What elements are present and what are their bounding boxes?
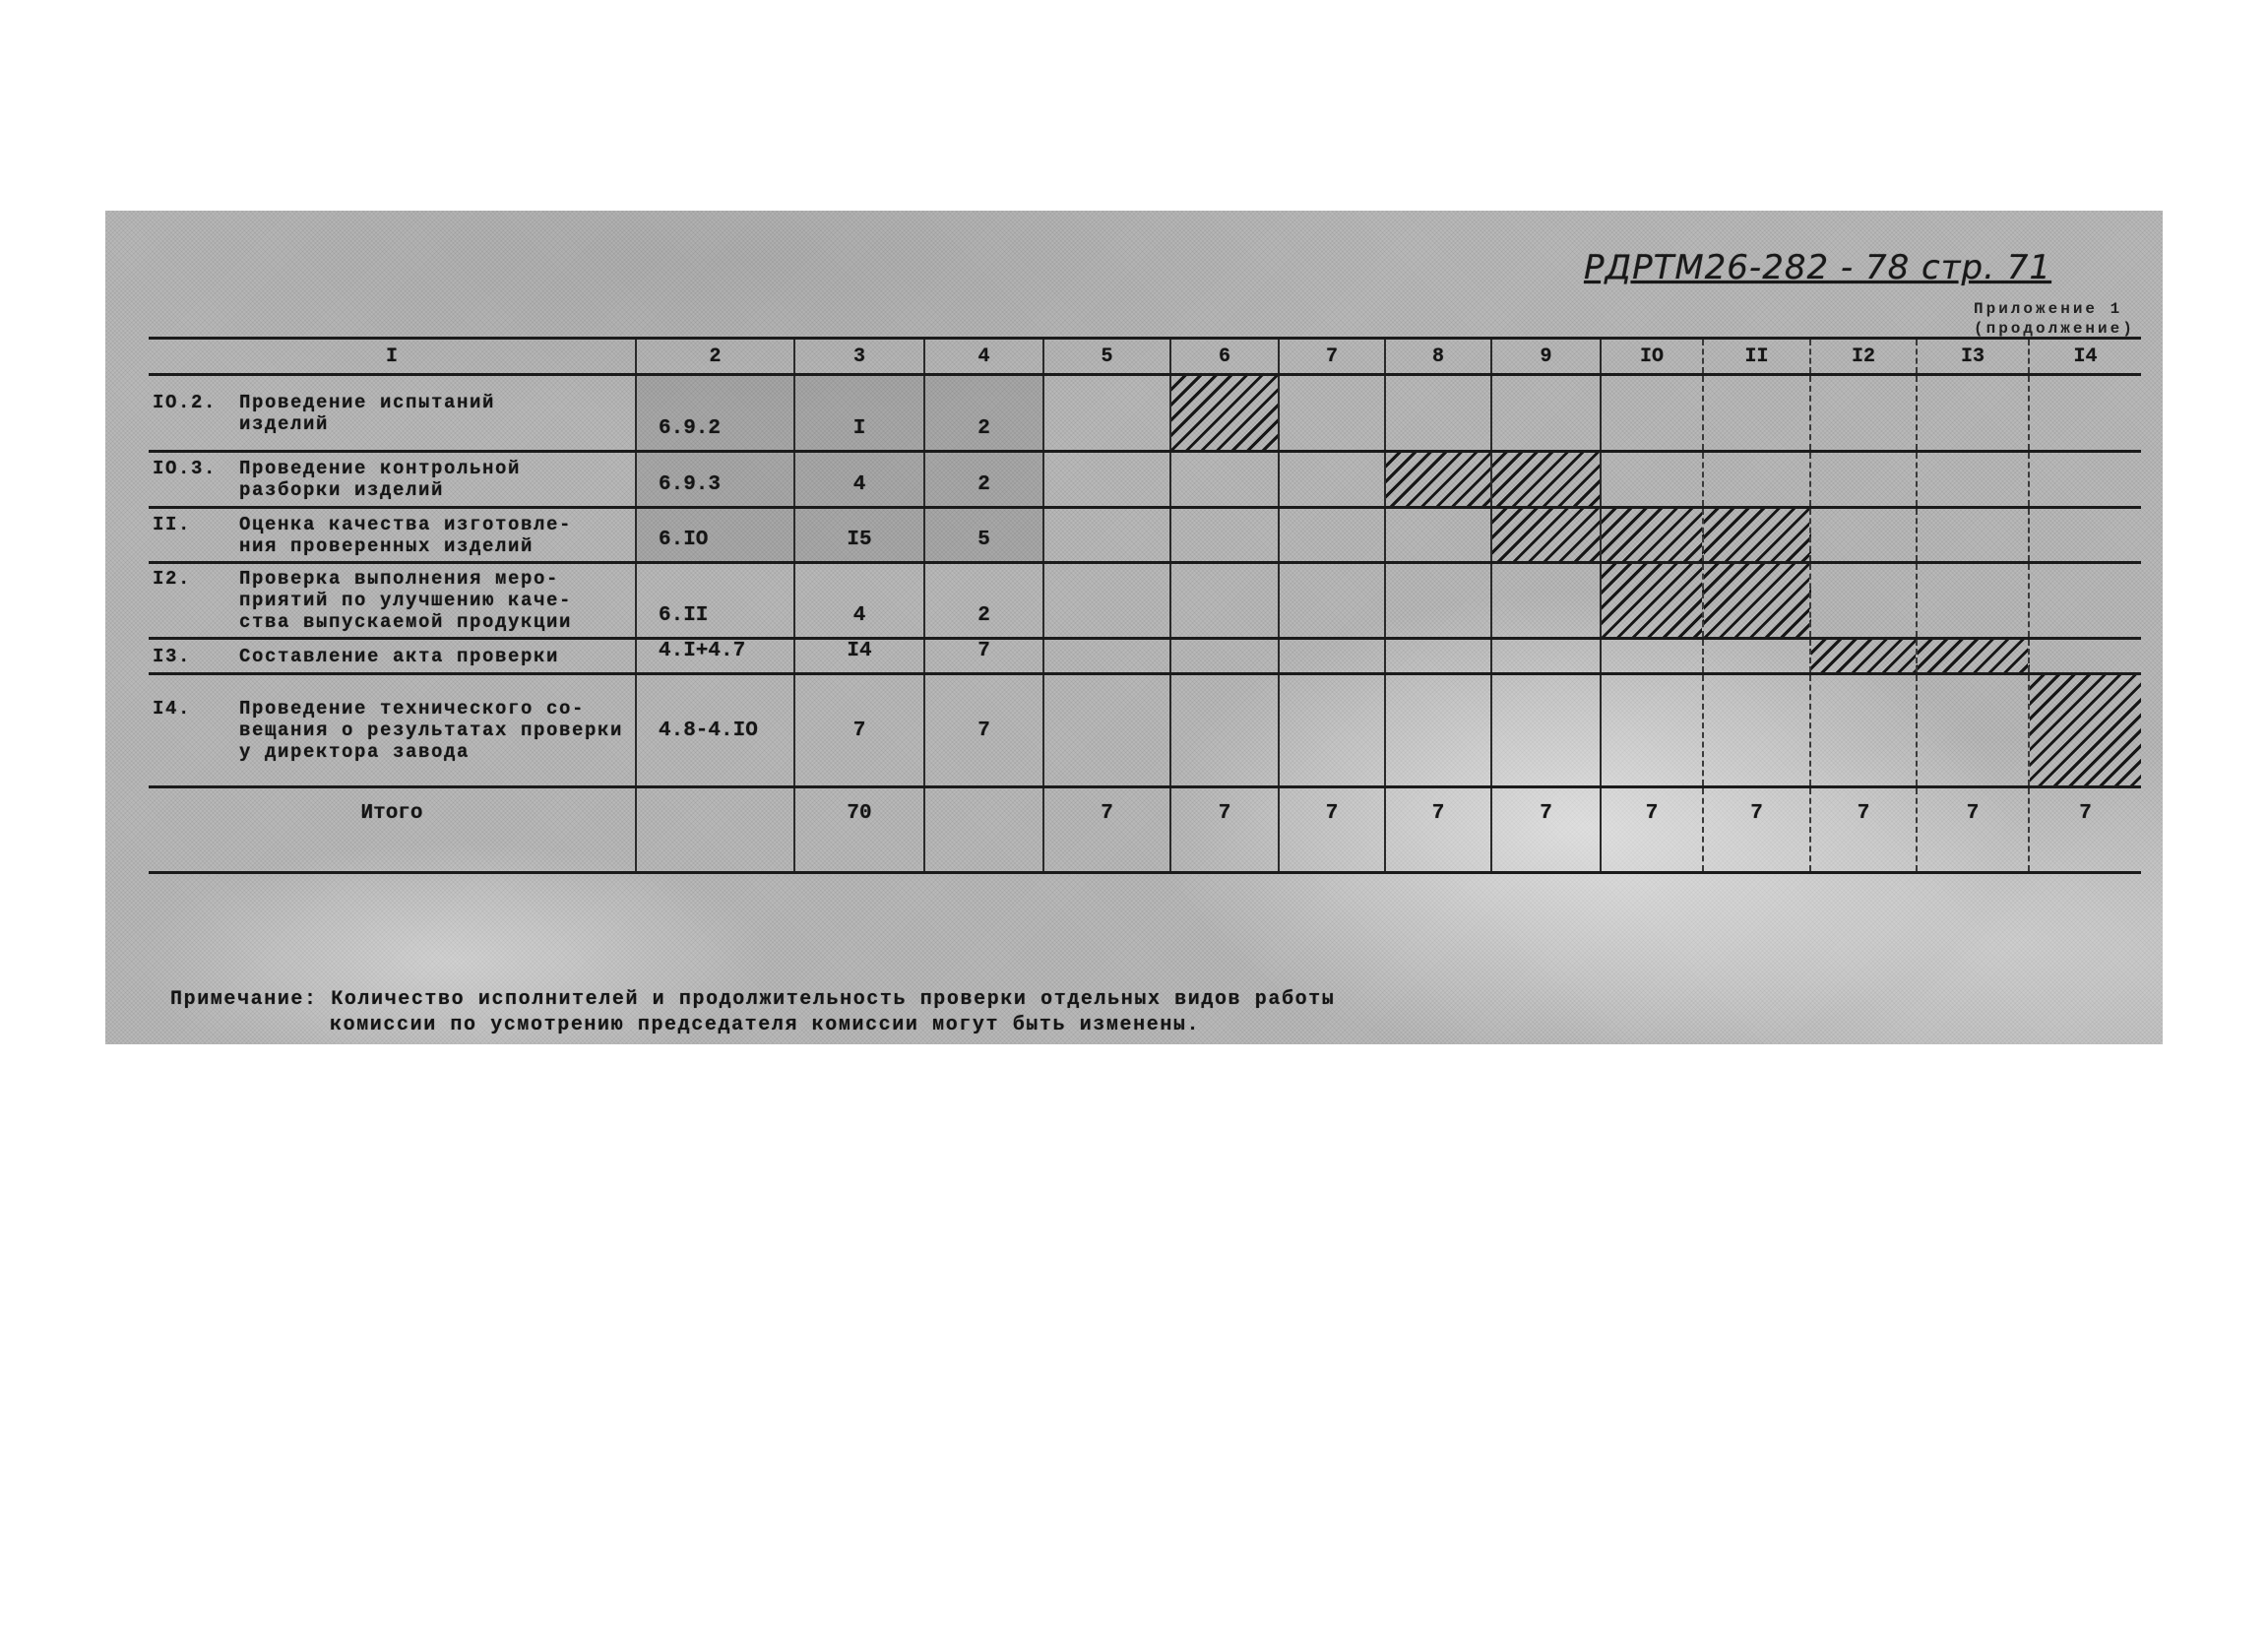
footnote-line: Примечание: Количество исполнителей и продолжительность проверки отдельных видов работы (170, 988, 1336, 1011)
column-number: 3 (795, 340, 925, 373)
table-header-row (149, 337, 2141, 376)
week-total: 7 (1704, 788, 1811, 871)
schedule-cell (1492, 564, 1602, 637)
row-description-line: Проведение контрольной (239, 458, 522, 479)
row-description (239, 568, 572, 633)
week-total: 7 (1811, 788, 1918, 871)
week-total: 7 (1280, 788, 1386, 871)
table-row (149, 453, 2141, 509)
week-total: 7 (1492, 788, 1602, 871)
schedule-cell (1386, 564, 1492, 637)
schedule-cell (1918, 453, 2030, 506)
schedule-cell (1044, 453, 1171, 506)
table-row (149, 640, 2141, 675)
schedule-cell (1918, 675, 2030, 785)
total-empty-cell (925, 788, 1044, 871)
col3-value: I4 (795, 640, 925, 672)
row-description-line: вещания о результатах проверки (239, 720, 624, 741)
schedule-cell (1918, 564, 2030, 637)
schedule-cell (1171, 675, 1280, 785)
appendix-note (1974, 299, 2135, 339)
schedule-cell (1171, 509, 1280, 561)
schedule-cell (1044, 564, 1171, 637)
col4-value: 2 (925, 376, 1044, 450)
row-number: IO.2. (153, 391, 218, 413)
row-description (239, 392, 495, 435)
footnote (170, 987, 1335, 1038)
col4-value: 7 (925, 640, 1044, 672)
schedule-cell (1386, 509, 1492, 561)
schedule-cell (1280, 564, 1386, 637)
col4-value: 7 (925, 675, 1044, 785)
row-description-line: Проведение испытаний (239, 391, 496, 413)
column-number: 6 (1171, 340, 1280, 373)
table-row (149, 376, 2141, 453)
schedule-cell (1704, 640, 1811, 672)
row-label-cell (149, 675, 637, 785)
schedule-cell (1386, 640, 1492, 672)
schedule-cell (2030, 376, 2141, 450)
document-code: РДРТМ26-282 - 78 стр. 71 (1584, 248, 2052, 287)
column-number: 9 (1492, 340, 1602, 373)
row-description (239, 514, 572, 557)
table-row (149, 564, 2141, 640)
schedule-cell (1044, 640, 1171, 672)
schedule-bar (1492, 509, 1602, 561)
col3-value: I (795, 376, 925, 450)
schedule-cell (1492, 376, 1602, 450)
schedule-cell (1044, 675, 1171, 785)
row-number: I4. (153, 698, 192, 720)
schedule-table (149, 337, 2141, 874)
total-col3-value: 70 (795, 788, 925, 871)
total-row (149, 788, 2141, 874)
continuation-label: (продолжение) (1974, 320, 2135, 338)
row-description-line: Оценка качества изготовле- (239, 513, 573, 535)
row-description-line: изделий (239, 412, 330, 435)
column-number: I (149, 340, 637, 373)
week-total: 7 (2079, 802, 2092, 825)
row-description-line: разборки изделий (239, 479, 445, 501)
row-description-line: ния проверенных изделий (239, 534, 535, 557)
schedule-cell (1602, 376, 1704, 450)
schedule-bar (1386, 453, 1492, 506)
row-label-cell (149, 509, 637, 561)
row-description-line: Проведение технического со- (239, 698, 586, 720)
schedule-cell (1811, 564, 1918, 637)
clause-reference: 6.II (637, 564, 795, 637)
schedule-cell (1280, 509, 1386, 561)
schedule-cell (1602, 675, 1704, 785)
schedule-cell (1386, 376, 1492, 450)
column-number: 8 (1386, 340, 1492, 373)
col3-value: I5 (795, 509, 925, 561)
schedule-cell (1171, 453, 1280, 506)
schedule-cell (1171, 564, 1280, 637)
schedule-cell (1704, 453, 1811, 506)
schedule-cell (1044, 509, 1171, 561)
schedule-bar (1704, 509, 1811, 561)
schedule-cell (1280, 675, 1386, 785)
row-label-cell (149, 640, 637, 672)
column-number: 2 (637, 340, 795, 373)
schedule-bar (1704, 564, 1811, 637)
clause-reference: 6.9.2 (637, 376, 795, 450)
column-number: 5 (1044, 340, 1171, 373)
schedule-bar (1811, 640, 1918, 672)
schedule-cell (1811, 509, 1918, 561)
schedule-bar (1171, 376, 1280, 450)
clause-reference: 6.9.3 (637, 453, 795, 506)
row-description (239, 458, 521, 501)
col3-value: 7 (795, 675, 925, 785)
clause-reference: 4.I+4.7 (637, 640, 795, 672)
schedule-cell (1704, 675, 1811, 785)
footnote-line: комиссии по усмотрению председателя комиссии могут быть изменены. (330, 1014, 1201, 1036)
row-description-line: у директора завода (239, 741, 471, 763)
clause-reference: 6.IO (637, 509, 795, 561)
schedule-cell (1280, 453, 1386, 506)
schedule-cell (1918, 376, 2030, 450)
schedule-bar (2030, 675, 2141, 785)
schedule-cell (1492, 675, 1602, 785)
row-label (153, 514, 572, 557)
column-number: I2 (1811, 340, 1918, 373)
schedule-cell (2030, 640, 2141, 672)
week-total: 7 (1386, 788, 1492, 871)
row-label (153, 568, 572, 633)
column-number: II (1704, 340, 1811, 373)
row-description-line: Составление акта проверки (239, 645, 560, 667)
schedule-cell (1602, 453, 1704, 506)
schedule-bar (1602, 509, 1704, 561)
total-label: Итого (149, 788, 637, 871)
week-total: 7 (1171, 788, 1280, 871)
row-label (153, 646, 559, 667)
schedule-cell (1171, 640, 1280, 672)
column-number: 4 (925, 340, 1044, 373)
schedule-cell (1811, 675, 1918, 785)
col3-value: 4 (795, 564, 925, 637)
row-label (153, 458, 521, 501)
row-description-line: приятий по улучшению каче- (239, 590, 573, 611)
table-row (149, 509, 2141, 564)
schedule-cell (2030, 564, 2141, 637)
schedule-cell (1044, 376, 1171, 450)
column-number: IO (1602, 340, 1704, 373)
schedule-cell (1386, 675, 1492, 785)
schedule-cell (1492, 640, 1602, 672)
schedule-cell (1811, 453, 1918, 506)
appendix-label: Приложение 1 (1974, 300, 2123, 318)
schedule-cell (2030, 509, 2141, 561)
scanned-document (105, 211, 2163, 1044)
column-number: 7 (1280, 340, 1386, 373)
row-number: I3. (153, 645, 192, 667)
schedule-cell (1602, 640, 1704, 672)
schedule-cell (1811, 376, 1918, 450)
row-description-line: ства выпускаемой продукции (239, 611, 573, 633)
total-empty-cell (637, 788, 795, 871)
row-label-cell (149, 453, 637, 506)
week-total: 7 (1602, 788, 1704, 871)
row-label (153, 392, 495, 435)
row-label (153, 698, 623, 763)
schedule-bar (1602, 564, 1704, 637)
row-number: I2. (153, 568, 192, 590)
schedule-bar (1492, 453, 1602, 506)
row-description (239, 646, 559, 667)
week-total: 7 (1918, 788, 2030, 871)
schedule-cell (1918, 509, 2030, 561)
col4-value: 2 (925, 453, 1044, 506)
row-number: IO.3. (153, 458, 218, 479)
column-number: I4 (2073, 344, 2098, 368)
col3-value: 4 (795, 453, 925, 506)
table-row (149, 675, 2141, 788)
schedule-cell (1704, 376, 1811, 450)
schedule-bar (1918, 640, 2030, 672)
row-label-cell (149, 376, 637, 450)
week-total: 7 (1044, 788, 1171, 871)
schedule-cell (1280, 640, 1386, 672)
col4-value: 5 (925, 509, 1044, 561)
row-label-cell (149, 564, 637, 637)
clause-reference: 4.8-4.IO (637, 675, 795, 785)
schedule-cell (1280, 376, 1386, 450)
col4-value: 2 (925, 564, 1044, 637)
row-description-line: Проверка выполнения меро- (239, 568, 560, 590)
row-description (239, 698, 623, 763)
schedule-cell (2030, 453, 2141, 506)
row-number: II. (153, 513, 192, 535)
column-number: I3 (1918, 340, 2030, 373)
